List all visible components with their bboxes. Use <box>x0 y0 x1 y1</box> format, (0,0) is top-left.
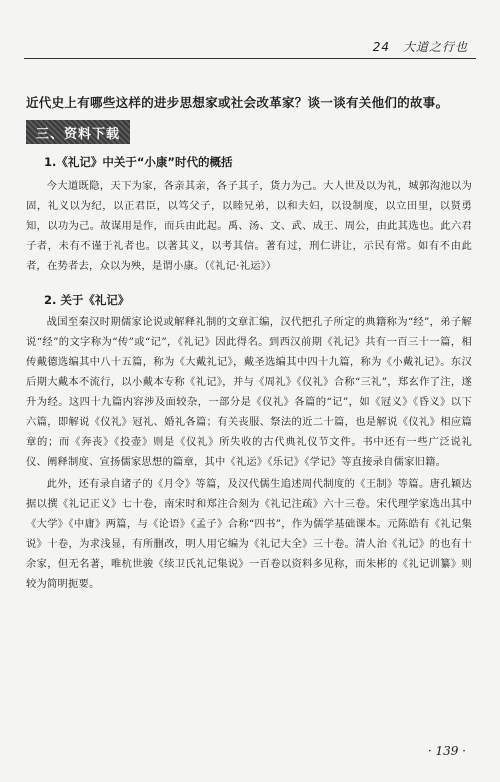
header-rule <box>24 58 476 59</box>
item2-heading: 2. 关于《礼记》 <box>44 293 130 307</box>
item1-heading: 1.《礼记》中关于“小康”时代的概括 <box>44 155 233 169</box>
section-banner-label: 三、资料下载 <box>35 126 120 142</box>
page-header <box>0 30 500 62</box>
item1-text: 今大道既隐，天下为家，各亲其亲，各子其子，货力为己。大人世及以为礼，城郭沟池以为固，礼义以为纪，以正君臣，以笃父子，以睦兄弟，以和夫妇，以设制度，以立田里，以贤勇知，以功为己。故谋用是作，而兵由此起。禹、汤、文、武、成王、周公，由此其选也。此六君子者，未有不谨于礼者也。以著其义，以考其信。著有过，刑仁讲让，示民有常。如有不由此者，在势者去，众以为殃，是谓小康。（《礼记·礼运》） <box>26 180 472 272</box>
section-banner <box>26 120 130 144</box>
page-number: · 139 · <box>427 744 466 758</box>
discussion-question: 近代史上有哪些这样的进步思想家或社会改革家？谈一谈有关他们的故事。 <box>26 95 449 110</box>
item2-paragraph-2: 此外，还有录自诸子的《月令》等篇，及汉代儒生追述周代制度的《王制》等篇。唐孔颖达据以撰《礼记正义》七十卷，南宋时和郑注合刻为《礼记注疏》六十三卷。宋代理学家选出其中《大学》《中庸》两篇，与《论语》《孟子》合称“四书”，作为儒学基础课本。元陈皓有《礼记集说》十卷，为求浅显，有所删改，明人用它编为《礼记大全》三十卷。清人治《礼记》的也有十余家，但无名著，唯杭世骏《续卫氏礼记集说》一百卷以资料多见称，而朱彬的《礼记训纂》则较为简明扼要。 <box>26 478 472 590</box>
item2-paragraph-1: 战国至秦汉时期儒家论说或解释礼制的文章汇编，汉代把孔子所定的典籍称为“经”，弟子解说“经”的文字称为“传”或“记”，《礼记》因此得名。到西汉前期《礼记》共有一百三十一篇，相传戴德选编其中八十五篇，称为《大戴礼记》，戴圣选编其中四十九篇，称为《小戴礼记》。东汉后期大戴本不流行，以小戴本专称《礼记》，并与《周礼》《仪礼》合称“三礼”，郑玄作了注，遂升为经。这四十九篇内容涉及面较杂，一部分是《仪礼》各篇的“记”，如《冠义》《昏义》以下六篇，即解说《仪礼》冠礼、婚礼各篇；有关丧服、祭法的近二十篇，也是解说《仪礼》相应篇章的；而《奔丧》《投壶》则是《仪礼》所失收的古代典礼仪节文件。书中还有一些广泛说礼仪、阐释制度、宣扬儒家思想的篇章，其中《礼运》《乐记》《学记》等直接录自儒家旧籍。 <box>26 316 472 468</box>
running-head: 24 大道之行也 <box>372 40 468 54</box>
